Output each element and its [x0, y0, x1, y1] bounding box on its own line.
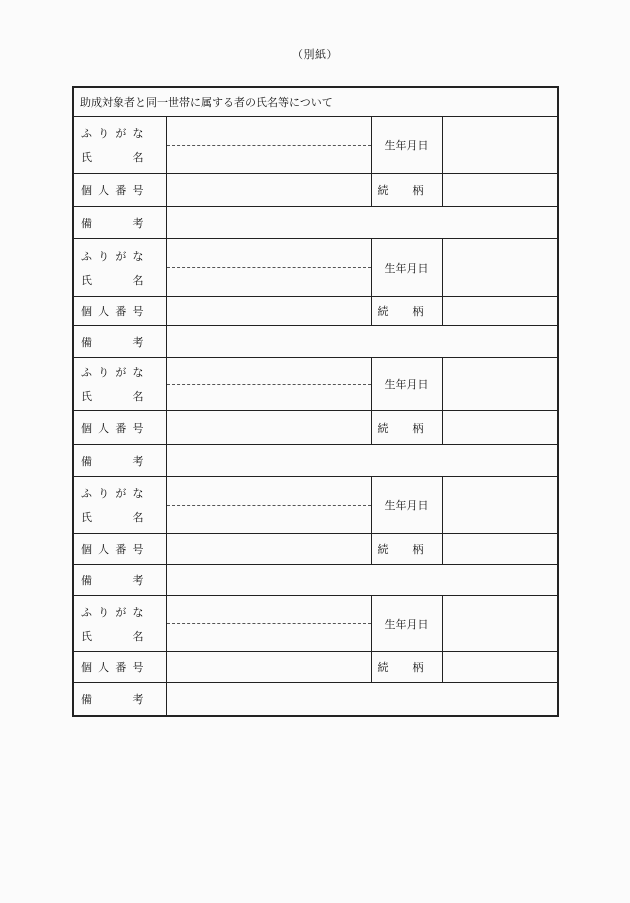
name-entry[interactable]: [167, 239, 371, 296]
personal-number-char: 番: [115, 661, 127, 674]
furigana-field[interactable]: [167, 596, 371, 624]
relation-label-cell: [371, 297, 442, 326]
furigana-char: な: [132, 487, 144, 500]
personal-number-char: 個: [81, 421, 92, 435]
name-char: 名: [132, 629, 144, 643]
furigana-field[interactable]: [167, 239, 371, 268]
furigana-field[interactable]: [167, 358, 371, 385]
remarks-char: 備: [81, 335, 92, 349]
name-label: [81, 628, 166, 644]
furigana-char: が: [115, 127, 127, 140]
personal-number-char: 番: [115, 421, 127, 435]
personal-number-label: [81, 182, 166, 198]
remarks-label-cell: [73, 565, 166, 596]
name-label: [81, 388, 166, 404]
relation-char: 続: [377, 543, 389, 556]
relation-field[interactable]: [442, 652, 558, 683]
name-entry-cell[interactable]: [166, 596, 371, 652]
furigana-name-label-cell: [73, 117, 166, 174]
relation-char: 続: [377, 661, 389, 674]
birth-date-field[interactable]: [442, 239, 558, 297]
member-remarks-row: [73, 565, 558, 596]
relation-char: 続: [377, 305, 389, 318]
personal-number-char: 号: [132, 421, 144, 435]
name-field[interactable]: [167, 506, 371, 534]
name-entry[interactable]: [167, 596, 371, 651]
name-char: 名: [132, 273, 144, 287]
personal-number-char: 番: [115, 184, 127, 197]
personal-number-char: 号: [132, 305, 144, 318]
birth-date-label: 生年月日: [371, 358, 442, 411]
birth-date-field[interactable]: [442, 477, 558, 534]
furigana-char: な: [132, 605, 144, 619]
name-field[interactable]: [167, 624, 371, 651]
personal-number-char: 人: [98, 543, 110, 556]
personal-number-char: 号: [132, 543, 144, 556]
member-name-row: [73, 358, 558, 411]
remarks-label-cell: [73, 326, 166, 358]
relation-label-cell: [371, 652, 442, 683]
remarks-char: 考: [132, 692, 144, 706]
name-char: 名: [132, 511, 144, 524]
name-entry-cell[interactable]: [166, 477, 371, 534]
furigana-name-label-cell: [73, 596, 166, 652]
furigana-label: [81, 125, 166, 141]
remarks-label: [81, 453, 166, 469]
furigana-char: ふ: [81, 605, 92, 619]
name-char: 氏: [81, 390, 92, 403]
furigana-name-label: [81, 248, 166, 288]
remarks-field[interactable]: [166, 565, 558, 596]
personal-number-char: 番: [115, 543, 127, 556]
birth-date-field[interactable]: [442, 117, 558, 174]
member-number-row: [73, 652, 558, 683]
remarks-label: [81, 215, 166, 231]
furigana-char: な: [132, 127, 144, 140]
remarks-label-cell: [73, 207, 166, 239]
remarks-char: 考: [132, 216, 144, 230]
personal-number-field[interactable]: [166, 297, 371, 326]
personal-number-label-cell: [73, 297, 166, 326]
personal-number-char: 番: [115, 305, 127, 318]
member-name-row: [73, 477, 558, 534]
personal-number-char: 個: [81, 184, 92, 197]
birth-date-field[interactable]: [442, 358, 558, 411]
name-entry[interactable]: [167, 117, 371, 173]
name-char: 名: [132, 390, 144, 403]
personal-number-label: [81, 420, 166, 436]
furigana-name-label-cell: [73, 358, 166, 411]
member-remarks-row: [73, 326, 558, 358]
personal-number-field[interactable]: [166, 534, 371, 565]
name-field[interactable]: [167, 146, 371, 174]
personal-number-char: 個: [81, 661, 92, 674]
member-number-row: [73, 411, 558, 445]
name-char: 氏: [81, 151, 92, 164]
furigana-label: [81, 364, 166, 380]
furigana-char: り: [98, 366, 110, 379]
name-entry-cell[interactable]: [166, 117, 371, 174]
furigana-label: [81, 248, 166, 264]
furigana-char: ふ: [81, 487, 92, 500]
furigana-char: ふ: [81, 249, 92, 263]
furigana-char: り: [98, 249, 110, 263]
name-char: 名: [132, 151, 144, 164]
furigana-label: [81, 485, 166, 501]
birth-date-label: 生年月日: [371, 477, 442, 534]
personal-number-label: [81, 541, 166, 557]
name-label: [81, 509, 166, 525]
relation-char: 続: [377, 421, 389, 435]
personal-number-char: 人: [98, 421, 110, 435]
remarks-char: 考: [132, 574, 144, 587]
member-name-row: [73, 596, 558, 652]
name-field[interactable]: [167, 385, 371, 411]
personal-number-label-cell: [73, 534, 166, 565]
remarks-label: [81, 691, 166, 707]
furigana-char: が: [115, 605, 127, 619]
household-members-table: [72, 86, 559, 717]
furigana-char: が: [115, 487, 127, 500]
member-number-row: [73, 297, 558, 326]
name-field[interactable]: [167, 268, 371, 296]
furigana-field[interactable]: [167, 477, 371, 506]
personal-number-char: 人: [98, 305, 110, 318]
relation-label-cell: [371, 534, 442, 565]
name-char: 氏: [81, 273, 92, 287]
remarks-char: 備: [81, 574, 92, 587]
furigana-name-label: [81, 604, 166, 644]
name-char: 氏: [81, 629, 92, 643]
personal-number-field[interactable]: [166, 411, 371, 445]
furigana-name-label: [81, 364, 166, 404]
member-number-row: [73, 534, 558, 565]
personal-number-char: 個: [81, 543, 92, 556]
personal-number-char: 人: [98, 184, 110, 197]
member-remarks-row: [73, 207, 558, 239]
furigana-char: な: [132, 249, 144, 263]
birth-date-label: 生年月日: [371, 596, 442, 652]
name-entry-cell[interactable]: [166, 239, 371, 297]
birth-date-label: 生年月日: [371, 239, 442, 297]
relation-char: 柄: [412, 184, 424, 197]
remarks-label-cell: [73, 683, 166, 716]
remarks-label: [81, 334, 166, 350]
relation-field[interactable]: [442, 297, 558, 326]
personal-number-label: [81, 303, 166, 319]
personal-number-field[interactable]: [166, 174, 371, 207]
remarks-char: 考: [132, 454, 144, 468]
furigana-char: ふ: [81, 366, 92, 379]
furigana-field[interactable]: [167, 117, 371, 146]
remarks-char: 備: [81, 692, 92, 706]
remarks-field[interactable]: [166, 207, 558, 239]
relation-field[interactable]: [442, 411, 558, 445]
member-name-row: [73, 117, 558, 174]
relation-char: 柄: [412, 543, 424, 556]
furigana-name-label-cell: [73, 477, 166, 534]
relation-field[interactable]: [442, 534, 558, 565]
remarks-char: 備: [81, 454, 92, 468]
furigana-name-label-cell: [73, 239, 166, 297]
relation-char: 続: [377, 184, 389, 197]
relation-label: [372, 303, 442, 319]
relation-label: [372, 420, 442, 436]
personal-number-label: [81, 659, 166, 675]
furigana-char: な: [132, 366, 144, 379]
furigana-name-label: [81, 485, 166, 525]
name-entry[interactable]: [167, 358, 371, 410]
name-char: 氏: [81, 511, 92, 524]
member-remarks-row: [73, 683, 558, 716]
remarks-char: 備: [81, 216, 92, 230]
relation-label-cell: [371, 174, 442, 207]
personal-number-char: 号: [132, 661, 144, 674]
birth-date-field[interactable]: [442, 596, 558, 652]
personal-number-field[interactable]: [166, 652, 371, 683]
member-remarks-row: [73, 445, 558, 477]
relation-label: [372, 541, 442, 557]
furigana-char: り: [98, 487, 110, 500]
furigana-char: が: [115, 366, 127, 379]
furigana-char: り: [98, 605, 110, 619]
relation-label-cell: [371, 411, 442, 445]
personal-number-char: 人: [98, 661, 110, 674]
name-entry[interactable]: [167, 477, 371, 533]
remarks-field[interactable]: [166, 683, 558, 716]
remarks-field[interactable]: [166, 326, 558, 358]
personal-number-label-cell: [73, 411, 166, 445]
personal-number-label-cell: [73, 652, 166, 683]
relation-label: [372, 182, 442, 198]
remarks-label-cell: [73, 445, 166, 477]
furigana-char: り: [98, 127, 110, 140]
relation-char: 柄: [412, 661, 424, 674]
personal-number-char: 号: [132, 184, 144, 197]
name-label: [81, 149, 166, 165]
furigana-name-label: [81, 125, 166, 165]
personal-number-label-cell: [73, 174, 166, 207]
relation-char: 柄: [412, 305, 424, 318]
name-label: [81, 272, 166, 288]
document-header: （別紙）: [292, 48, 338, 61]
relation-field[interactable]: [442, 174, 558, 207]
remarks-field[interactable]: [166, 445, 558, 477]
relation-char: 柄: [412, 421, 424, 435]
remarks-label: [81, 572, 166, 588]
name-entry-cell[interactable]: [166, 358, 371, 411]
member-number-row: [73, 174, 558, 207]
personal-number-char: 個: [81, 305, 92, 318]
member-name-row: [73, 239, 558, 297]
remarks-char: 考: [132, 335, 144, 349]
furigana-char: が: [115, 249, 127, 263]
furigana-label: [81, 604, 166, 620]
birth-date-label: 生年月日: [371, 117, 442, 174]
furigana-char: ふ: [81, 127, 92, 140]
relation-label: [372, 659, 442, 675]
table-title: 助成対象者と同一世帯に属する者の氏名等について: [73, 87, 558, 117]
